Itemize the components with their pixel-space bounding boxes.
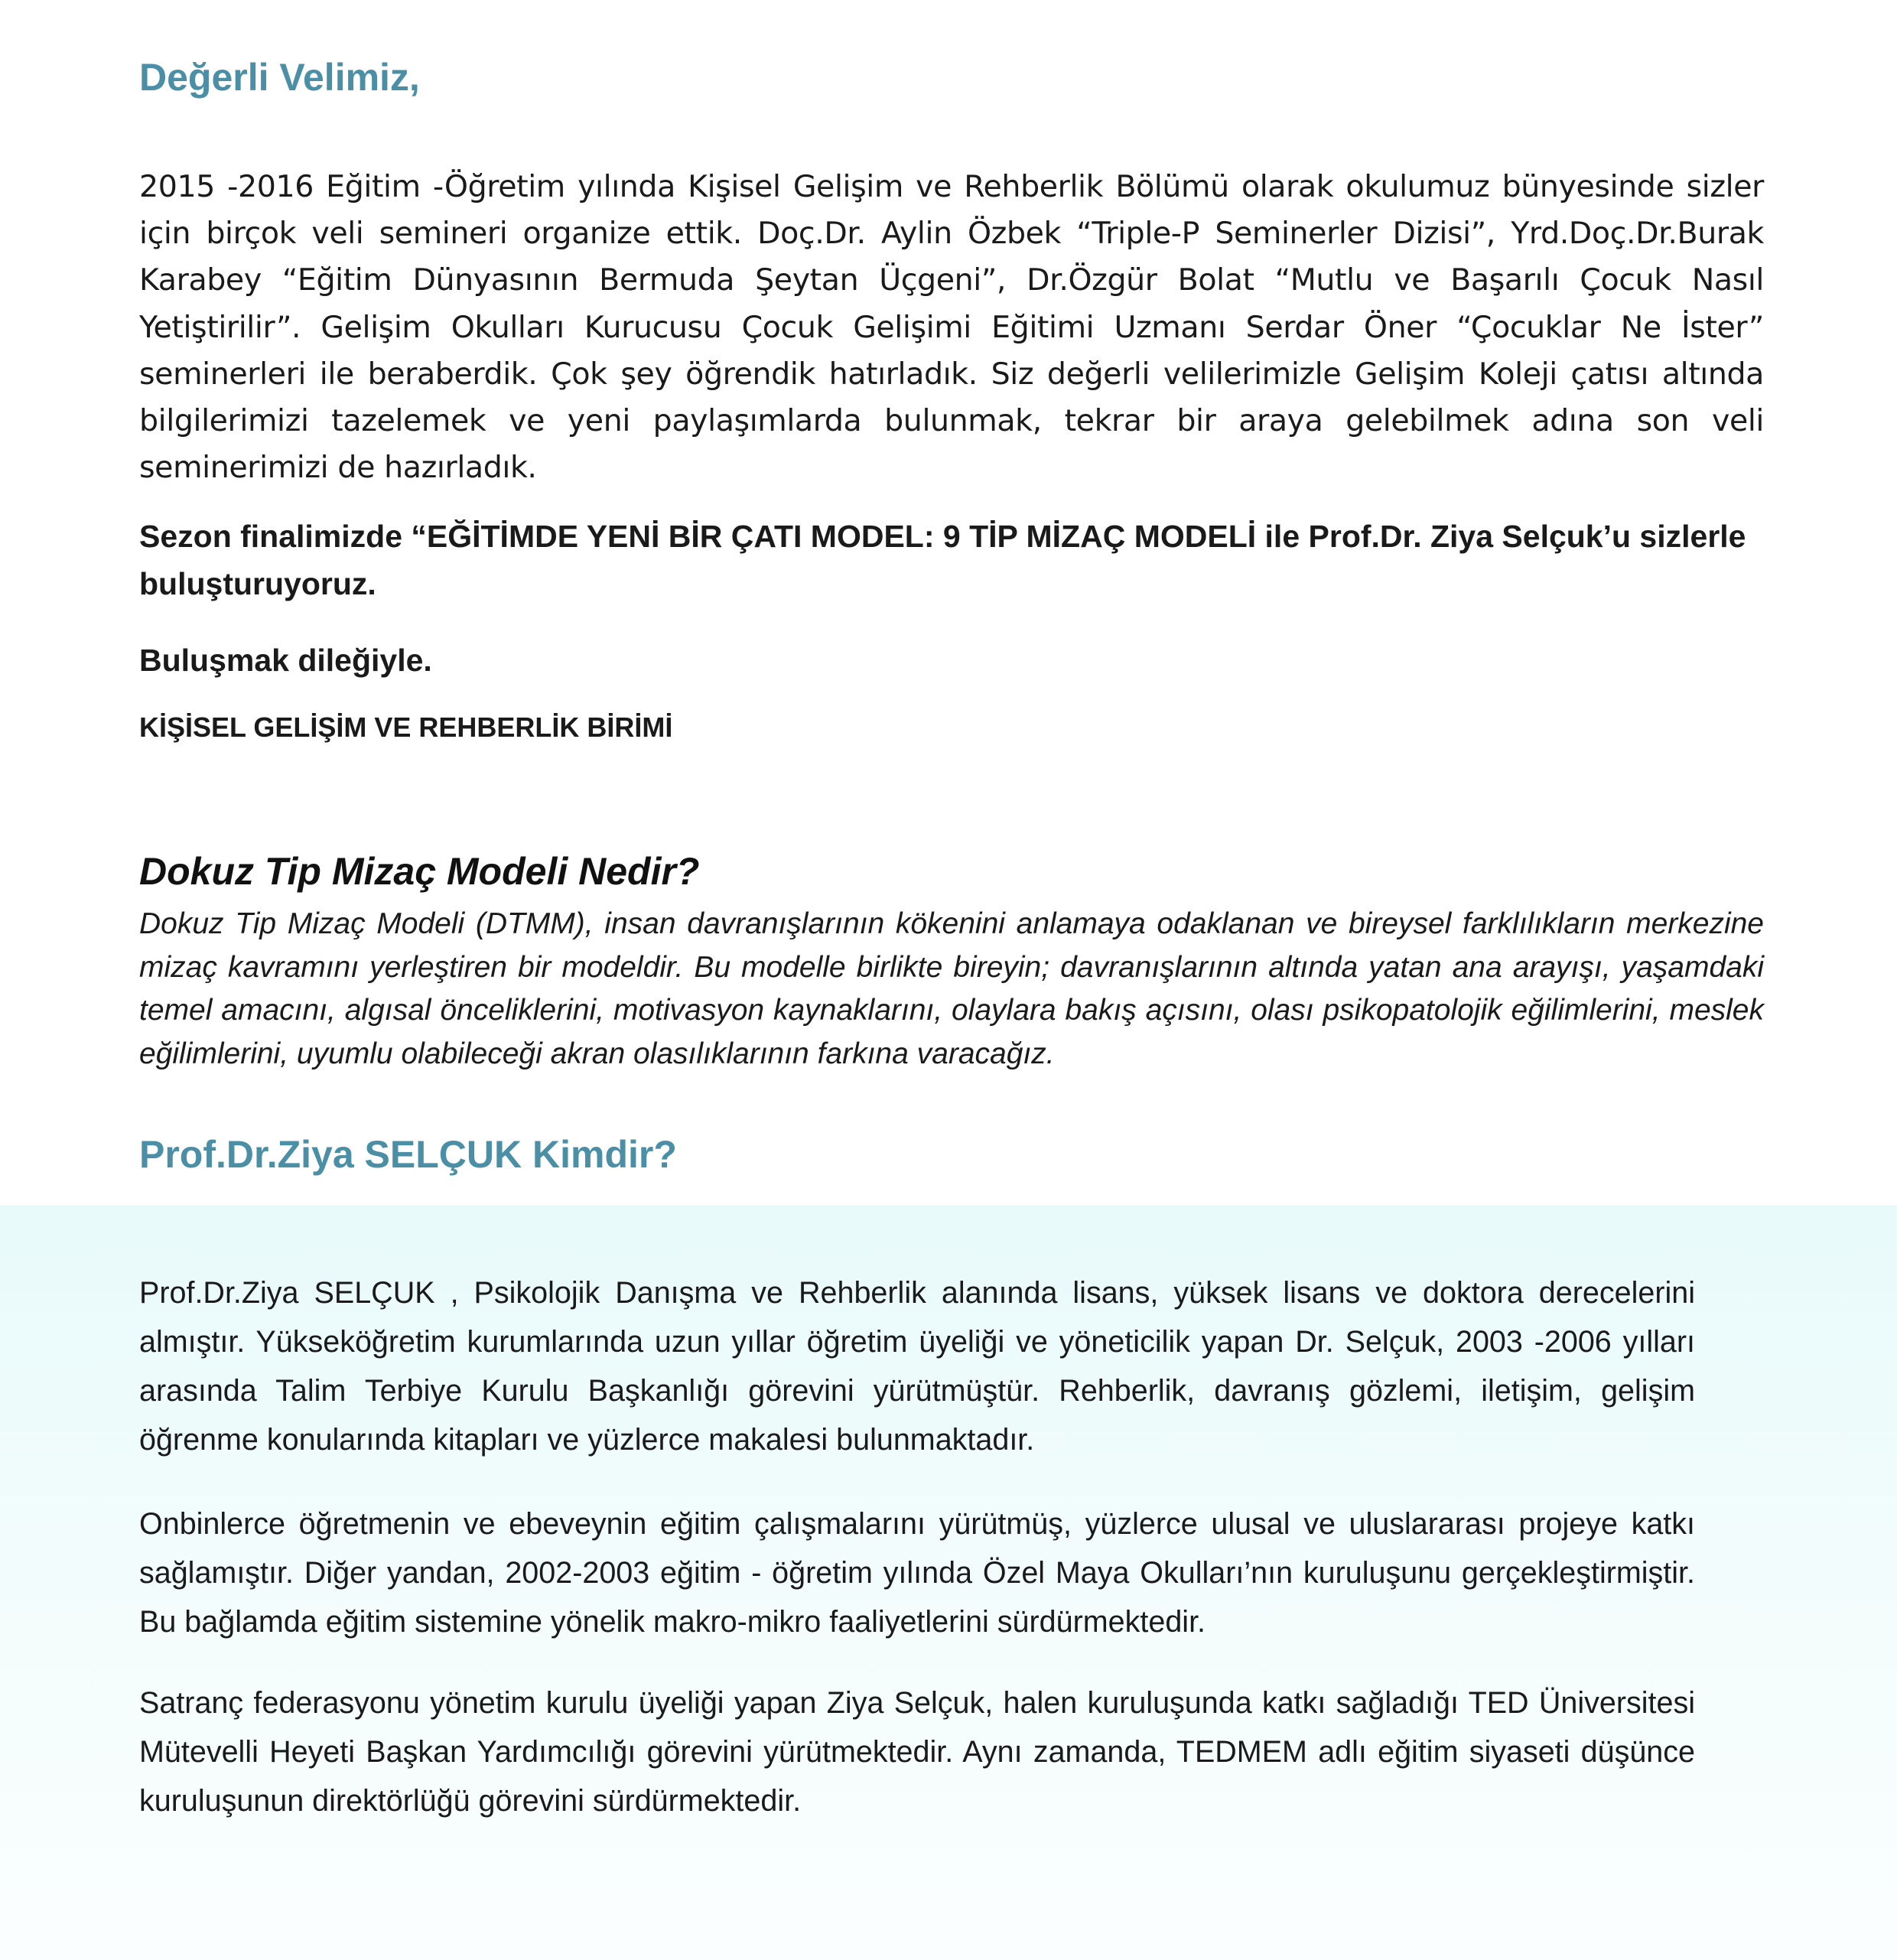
greeting-heading: Değerli Velimiz, [139,56,420,99]
bio-paragraph-2: Onbinlerce öğretmenin ve ebeveynin eğitim çalışmalarını yürütmüş, yüzlerce ulusal ve uluslararası projeye katkı sağlamıştır. Diğer yandan, 2002-2003 eğitim - öğretim yılında Özel Maya Okulları’nın kuruluşunu gerçekleştirmiştir. Bu bağlamda eğitim sistemine yönelik makro-mikro faaliyetlerini sürdürmektedir. [139,1507,1695,1639]
closing-wish: Buluşmak dileğiyle. [139,643,432,678]
bio-heading: Prof.Dr.Ziya SELÇUK Kimdir? [139,1133,677,1176]
model-heading: Dokuz Tip Mizaç Modeli Nedir? [139,850,700,893]
bio-paragraph-3: Satranç federasyonu yönetim kurulu üyeliği yapan Ziya Selçuk, halen kuruluşunda katkı sağladığı TED Üniversitesi Mütevelli Heyeti Başkan Yardımcılığı görevini yürütmektedir. Aynı zamanda, TEDMEM adlı eğitim siyaseti düşünce kuruluşunun direktörlüğü görevini sürdürmektedir. [139,1686,1695,1818]
model-description: Dokuz Tip Mizaç Modeli (DTMM), insan davranışlarının kökenini anlamaya odaklanan ve bireysel farklılıkların merkezine mizaç kavramını yerleştiren bir modeldir. Bu modelle birlikte bireyin; davranışlarının altında yatan ana arayışı, yaşamdaki temel amacını, algısal önceliklerini, motivasyon kaynaklarını, olaylara bakış açısını, olası psikopatolojik eğilimlerini, meslek eğilimlerini, uyumlu olabileceği akran olasılıklarının farkına varacağız. [139,907,1764,1070]
season-final-announcement: Sezon finalimizde “EĞİTİMDE YENİ BİR ÇATI MODEL: 9 TİP MİZAÇ MODELİ ile Prof.Dr. Ziya Selçuk’u sizlerle buluşturuyoruz. [139,519,1746,601]
signature-unit: KİŞİSEL GELİŞİM VE REHBERLİK BİRİMİ [139,711,673,743]
intro-paragraph: 2015 -2016 Eğitim -Öğretim yılında Kişisel Gelişim ve Rehberlik Bölümü olarak okulumuz bünyesinde sizler için birçok veli semineri organize ettik. Doç.Dr. Aylin Özbek “Triple-P Seminerler Dizisi”, Yrd.Doç.Dr.Burak Karabey “Eğitim Dünyasının Bermuda Şeytan Üçgeni”, Dr.Özgür Bolat “Mutlu ve Başarılı Çocuk Nasıl Yetiştirilir”. Gelişim Okulları Kurucusu Çocuk Gelişimi Eğitimi Uzmanı Serdar Öner “Çocuklar Ne İster” seminerleri ile beraberdik. Çok şey öğrendik hatırladık. Siz değerli velilerimizle Gelişim Koleji çatısı altında bilgilerimizi tazelemek ve yeni paylaşımlarda bulunmak, tekrar bir araya gelebilmek adına son veli seminerimizi de hazırladık. [139,169,1764,486]
bio-paragraph-1: Prof.Dr.Ziya SELÇUK , Psikolojik Danışma ve Rehberlik alanında lisans, yüksek lisans ve doktora derecelerini almıştır. Yükseköğretim kurumlarında uzun yıllar öğretim üyeliği ve yöneticilik yapan Dr. Selçuk, 2003 -2006 yılları arasında Talim Terbiye Kurulu Başkanlığı görevini yürütmüştür. Rehberlik, davranış gözlemi, iletişim, gelişim öğrenme konularında kitapları ve yüzlerce makalesi bulunmaktadır. [139,1276,1695,1457]
